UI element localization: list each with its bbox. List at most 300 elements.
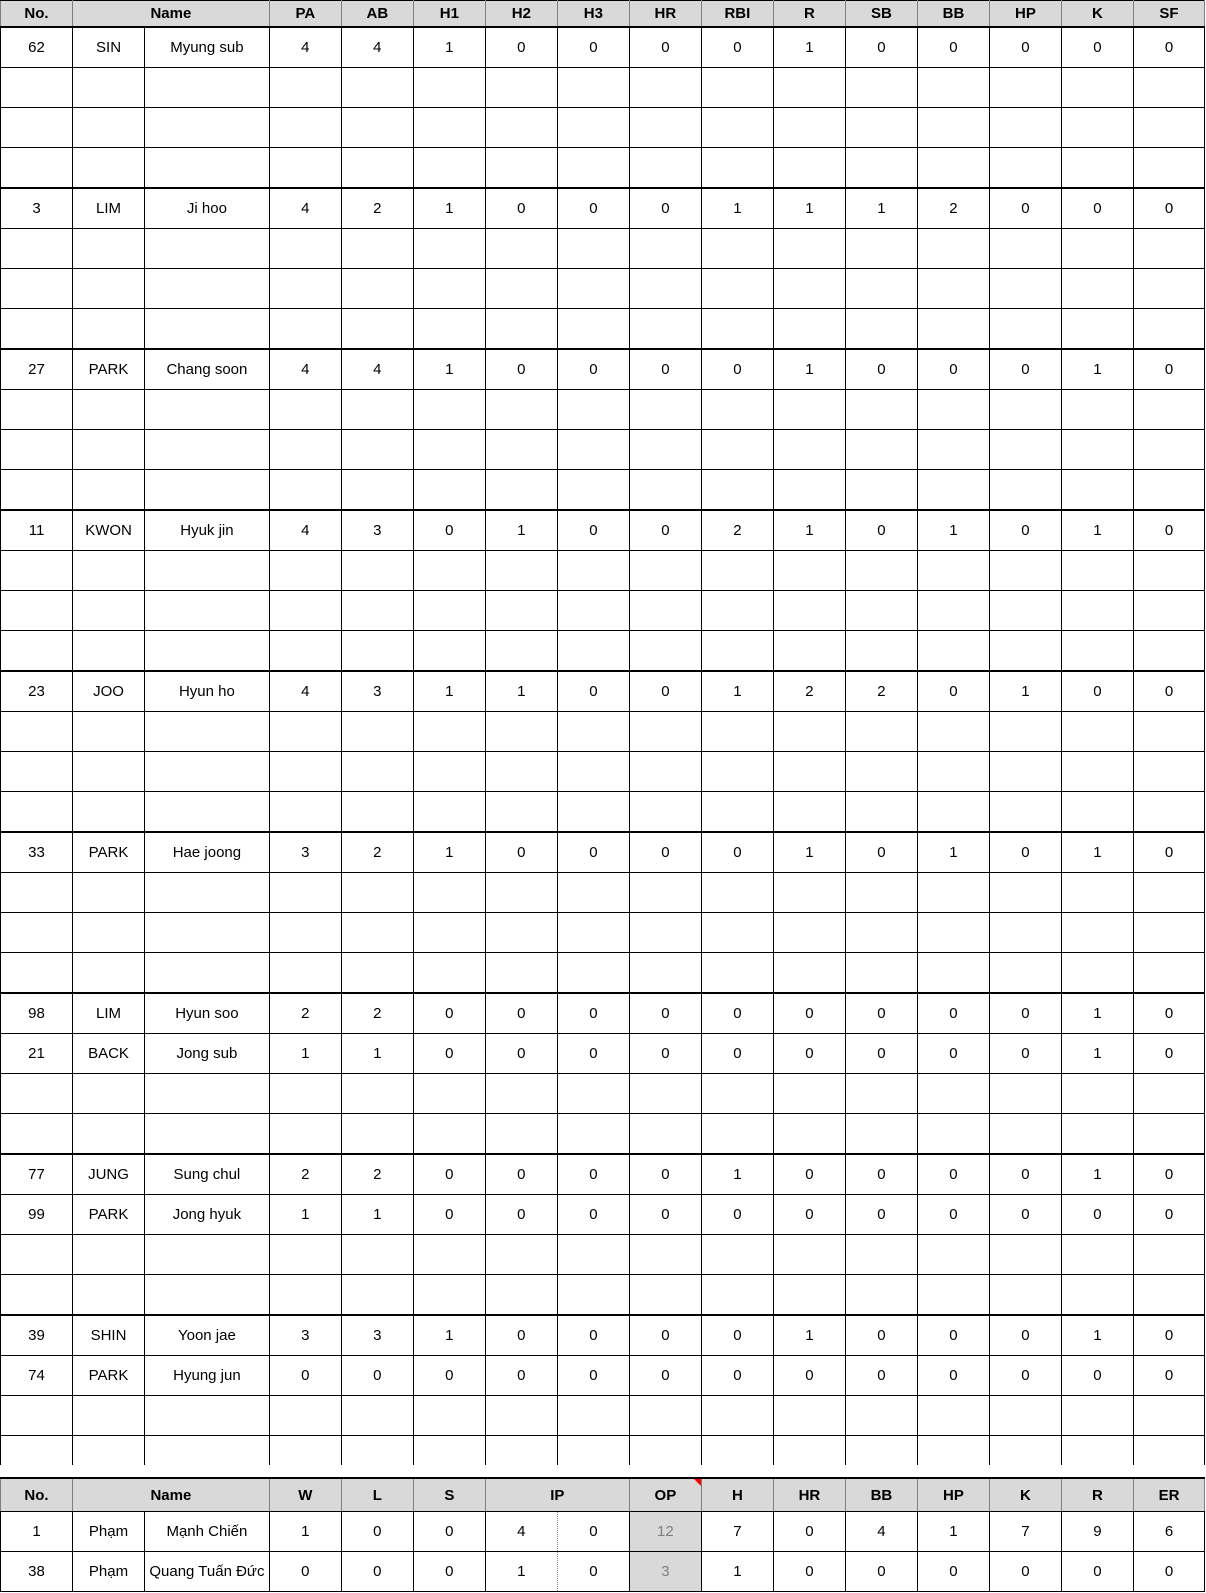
cell-no[interactable]: 3 [1,188,73,229]
cell-stat[interactable] [701,309,773,350]
cell-stat[interactable] [701,1235,773,1275]
cell-stat[interactable] [773,551,845,591]
cell-stat[interactable] [269,108,341,148]
cell-stat[interactable] [341,470,413,511]
cell-stat[interactable] [269,229,341,269]
cell-stat[interactable]: 7 [989,1512,1061,1552]
cell-last-name[interactable] [73,229,145,269]
cell-stat[interactable]: 1 [413,27,485,68]
cell-stat[interactable] [413,430,485,470]
cell-stat[interactable] [989,470,1061,511]
cell-stat[interactable]: 0 [629,993,701,1034]
cell-stat[interactable]: 0 [845,832,917,873]
cell-stat[interactable]: 0 [485,349,557,390]
cell-stat[interactable] [269,1396,341,1436]
cell-stat[interactable] [1061,108,1133,148]
cell-first-name[interactable] [145,148,270,189]
cell-first-name[interactable]: Jong hyuk [145,1195,270,1235]
cell-stat[interactable] [1061,712,1133,752]
cell-first-name[interactable] [145,390,270,430]
cell-stat[interactable]: 1 [341,1034,413,1074]
cell-stat[interactable] [629,108,701,148]
cell-stat[interactable]: 1 [485,510,557,551]
cell-stat[interactable] [1133,1074,1204,1114]
cell-stat[interactable]: 4 [485,1512,557,1552]
cell-stat[interactable]: 0 [485,993,557,1034]
cell-stat[interactable] [917,1275,989,1316]
cell-stat[interactable] [341,1235,413,1275]
cell-stat[interactable] [1133,68,1204,108]
cell-stat[interactable]: 3 [629,1552,701,1592]
cell-stat[interactable]: 0 [1133,188,1204,229]
cell-stat[interactable]: 4 [269,349,341,390]
cell-last-name[interactable] [73,148,145,189]
cell-stat[interactable] [917,551,989,591]
cell-stat[interactable] [1061,1396,1133,1436]
cell-stat[interactable] [1133,309,1204,350]
cell-stat[interactable]: 1 [269,1195,341,1235]
cell-stat[interactable] [1133,148,1204,189]
cell-stat[interactable] [269,913,341,953]
cell-stat[interactable]: 0 [1133,27,1204,68]
cell-last-name[interactable]: Phạm [73,1512,145,1552]
cell-stat[interactable] [269,551,341,591]
cell-first-name[interactable] [145,792,270,833]
cell-stat[interactable]: 0 [917,1315,989,1356]
cell-stat[interactable]: 0 [1133,1552,1204,1592]
cell-stat[interactable] [917,309,989,350]
comment-indicator-icon[interactable] [694,1479,701,1486]
cell-stat[interactable] [269,631,341,672]
cell-stat[interactable] [773,430,845,470]
cell-stat[interactable]: 0 [269,1356,341,1396]
cell-stat[interactable] [1133,430,1204,470]
cell-stat[interactable] [629,148,701,189]
column-header[interactable]: HR [629,1,701,28]
cell-stat[interactable] [341,108,413,148]
cell-stat[interactable] [485,309,557,350]
cell-first-name[interactable] [145,1396,270,1436]
cell-stat[interactable] [1133,1396,1204,1436]
cell-stat[interactable] [845,1074,917,1114]
cell-first-name[interactable] [145,873,270,913]
cell-stat[interactable] [701,913,773,953]
cell-stat[interactable] [629,1275,701,1316]
cell-stat[interactable]: 1 [485,1552,557,1592]
cell-stat[interactable]: 4 [269,188,341,229]
cell-stat[interactable]: 0 [629,349,701,390]
cell-stat[interactable] [845,309,917,350]
cell-stat[interactable] [1061,752,1133,792]
cell-stat[interactable] [413,1235,485,1275]
cell-stat[interactable]: 1 [341,1195,413,1235]
cell-first-name[interactable]: Hae joong [145,832,270,873]
cell-stat[interactable]: 0 [845,1552,917,1592]
cell-stat[interactable] [629,269,701,309]
cell-stat[interactable] [1061,873,1133,913]
cell-stat[interactable]: 1 [917,1512,989,1552]
cell-stat[interactable] [845,269,917,309]
cell-stat[interactable] [557,68,629,108]
cell-first-name[interactable] [145,108,270,148]
cell-no[interactable] [1,470,73,511]
cell-stat[interactable] [629,309,701,350]
cell-stat[interactable]: 0 [1133,671,1204,712]
cell-stat[interactable] [845,631,917,672]
cell-stat[interactable]: 0 [629,1034,701,1074]
column-header[interactable]: R [773,1,845,28]
cell-stat[interactable] [773,1396,845,1436]
cell-stat[interactable] [773,873,845,913]
cell-stat[interactable] [269,1275,341,1316]
cell-stat[interactable] [485,1396,557,1436]
cell-stat[interactable]: 0 [845,993,917,1034]
cell-first-name[interactable] [145,430,270,470]
cell-last-name[interactable] [73,631,145,672]
cell-last-name[interactable]: PARK [73,349,145,390]
cell-last-name[interactable] [73,913,145,953]
cell-stat[interactable]: 0 [989,1315,1061,1356]
cell-stat[interactable] [917,430,989,470]
cell-no[interactable] [1,1074,73,1114]
cell-stat[interactable] [629,470,701,511]
column-header[interactable]: SF [1133,1,1204,28]
cell-stat[interactable]: 0 [917,27,989,68]
cell-stat[interactable] [701,430,773,470]
cell-stat[interactable]: 1 [413,188,485,229]
cell-stat[interactable] [773,792,845,833]
cell-no[interactable] [1,390,73,430]
cell-stat[interactable]: 0 [1061,27,1133,68]
cell-stat[interactable] [917,712,989,752]
cell-stat[interactable] [773,470,845,511]
cell-stat[interactable]: 0 [1061,188,1133,229]
cell-stat[interactable]: 0 [845,1195,917,1235]
cell-stat[interactable] [485,551,557,591]
cell-stat[interactable] [557,390,629,430]
cell-first-name[interactable] [145,470,270,511]
cell-stat[interactable] [413,873,485,913]
cell-stat[interactable] [485,752,557,792]
cell-stat[interactable] [269,953,341,994]
cell-no[interactable]: 33 [1,832,73,873]
cell-stat[interactable] [701,712,773,752]
cell-stat[interactable] [341,551,413,591]
cell-stat[interactable]: 2 [845,671,917,712]
cell-stat[interactable]: 1 [1061,510,1133,551]
cell-stat[interactable]: 1 [1061,1034,1133,1074]
cell-stat[interactable]: 0 [701,993,773,1034]
cell-stat[interactable]: 0 [917,1034,989,1074]
column-header[interactable]: AB [341,1,413,28]
cell-stat[interactable]: 0 [1061,1195,1133,1235]
column-header[interactable]: R [1061,1478,1133,1512]
cell-stat[interactable] [269,68,341,108]
cell-last-name[interactable] [73,591,145,631]
cell-stat[interactable]: 12 [629,1512,701,1552]
cell-stat[interactable] [413,752,485,792]
cell-stat[interactable] [485,1114,557,1155]
cell-stat[interactable]: 0 [845,1154,917,1195]
cell-stat[interactable] [1061,953,1133,994]
cell-stat[interactable]: 0 [1133,1356,1204,1396]
cell-stat[interactable]: 0 [989,349,1061,390]
cell-stat[interactable] [341,1114,413,1155]
column-header[interactable]: S [413,1478,485,1512]
cell-stat[interactable]: 1 [845,188,917,229]
cell-stat[interactable] [1061,1275,1133,1316]
cell-last-name[interactable] [73,1074,145,1114]
cell-stat[interactable]: 0 [557,1512,629,1552]
cell-stat[interactable] [413,792,485,833]
cell-stat[interactable] [773,913,845,953]
cell-stat[interactable]: 0 [1133,349,1204,390]
column-header[interactable]: H3 [557,1,629,28]
cell-stat[interactable] [629,229,701,269]
cell-stat[interactable]: 1 [269,1512,341,1552]
cell-stat[interactable] [845,752,917,792]
cell-stat[interactable] [773,148,845,189]
cell-no[interactable] [1,148,73,189]
cell-stat[interactable] [989,108,1061,148]
cell-stat[interactable] [557,591,629,631]
cell-stat[interactable] [845,1114,917,1155]
cell-stat[interactable] [629,752,701,792]
cell-stat[interactable] [1061,913,1133,953]
cell-stat[interactable]: 0 [1133,993,1204,1034]
cell-stat[interactable]: 1 [1061,832,1133,873]
cell-stat[interactable] [413,1074,485,1114]
cell-stat[interactable] [1133,108,1204,148]
cell-last-name[interactable]: LIM [73,993,145,1034]
cell-stat[interactable]: 7 [701,1512,773,1552]
cell-stat[interactable]: 0 [269,1552,341,1592]
cell-stat[interactable] [341,913,413,953]
cell-stat[interactable] [989,1275,1061,1316]
cell-stat[interactable] [773,712,845,752]
cell-stat[interactable]: 0 [557,1356,629,1396]
cell-no[interactable] [1,229,73,269]
cell-stat[interactable] [917,631,989,672]
cell-stat[interactable]: 1 [701,671,773,712]
cell-stat[interactable] [1133,1235,1204,1275]
cell-stat[interactable] [845,390,917,430]
cell-last-name[interactable]: LIM [73,188,145,229]
cell-stat[interactable]: 0 [629,510,701,551]
cell-stat[interactable] [269,148,341,189]
cell-first-name[interactable] [145,551,270,591]
cell-stat[interactable]: 0 [845,27,917,68]
cell-stat[interactable] [917,470,989,511]
cell-stat[interactable] [557,873,629,913]
cell-stat[interactable] [917,1074,989,1114]
cell-stat[interactable] [341,953,413,994]
cell-last-name[interactable] [73,873,145,913]
cell-stat[interactable] [341,752,413,792]
cell-stat[interactable]: 2 [341,1154,413,1195]
cell-no[interactable] [1,68,73,108]
cell-first-name[interactable] [145,1235,270,1275]
cell-stat[interactable] [269,269,341,309]
cell-stat[interactable] [485,792,557,833]
cell-stat[interactable] [341,591,413,631]
cell-stat[interactable]: 2 [701,510,773,551]
cell-stat[interactable] [413,1114,485,1155]
cell-stat[interactable] [557,913,629,953]
cell-stat[interactable] [1133,712,1204,752]
column-header[interactable]: H1 [413,1,485,28]
cell-stat[interactable]: 0 [413,1512,485,1552]
cell-stat[interactable] [485,913,557,953]
cell-stat[interactable] [1133,792,1204,833]
cell-stat[interactable] [485,390,557,430]
cell-last-name[interactable] [73,108,145,148]
cell-stat[interactable]: 1 [773,832,845,873]
cell-stat[interactable] [413,1396,485,1436]
cell-stat[interactable] [341,792,413,833]
cell-stat[interactable] [1061,148,1133,189]
cell-stat[interactable]: 1 [1061,1315,1133,1356]
cell-no[interactable]: 1 [1,1512,73,1552]
cell-stat[interactable] [917,390,989,430]
cell-first-name[interactable]: Hyun ho [145,671,270,712]
cell-stat[interactable] [989,148,1061,189]
cell-first-name[interactable]: Hyun soo [145,993,270,1034]
cell-no[interactable] [1,430,73,470]
cell-stat[interactable]: 0 [485,1356,557,1396]
cell-stat[interactable]: 0 [917,1195,989,1235]
cell-stat[interactable]: 2 [917,188,989,229]
cell-stat[interactable] [413,309,485,350]
cell-stat[interactable]: 0 [485,188,557,229]
cell-stat[interactable]: 1 [701,1552,773,1592]
cell-no[interactable] [1,712,73,752]
cell-stat[interactable] [485,269,557,309]
cell-first-name[interactable]: Sung chul [145,1154,270,1195]
cell-stat[interactable] [989,591,1061,631]
cell-stat[interactable] [1061,792,1133,833]
cell-stat[interactable]: 0 [629,1356,701,1396]
cell-no[interactable]: 77 [1,1154,73,1195]
cell-stat[interactable] [701,631,773,672]
cell-stat[interactable] [701,108,773,148]
cell-stat[interactable]: 4 [269,671,341,712]
cell-no[interactable] [1,913,73,953]
column-header[interactable]: IP [485,1478,629,1512]
cell-first-name[interactable] [145,752,270,792]
cell-stat[interactable] [989,913,1061,953]
cell-stat[interactable]: 0 [773,1034,845,1074]
cell-stat[interactable] [989,269,1061,309]
cell-stat[interactable] [917,953,989,994]
cell-stat[interactable]: 3 [341,510,413,551]
cell-stat[interactable] [845,873,917,913]
cell-stat[interactable]: 0 [773,1356,845,1396]
cell-stat[interactable]: 1 [917,510,989,551]
cell-last-name[interactable] [73,309,145,350]
cell-stat[interactable] [917,1114,989,1155]
cell-stat[interactable] [269,390,341,430]
column-header[interactable]: K [989,1478,1061,1512]
cell-no[interactable]: 39 [1,1315,73,1356]
column-header[interactable]: SB [845,1,917,28]
cell-stat[interactable] [629,913,701,953]
cell-stat[interactable] [989,430,1061,470]
cell-stat[interactable]: 0 [917,1552,989,1592]
cell-stat[interactable]: 0 [845,1315,917,1356]
cell-stat[interactable]: 0 [629,1315,701,1356]
cell-stat[interactable]: 1 [485,671,557,712]
cell-stat[interactable] [917,229,989,269]
cell-stat[interactable] [1133,1275,1204,1316]
cell-no[interactable] [1,1396,73,1436]
cell-stat[interactable] [701,591,773,631]
cell-stat[interactable]: 0 [557,1552,629,1592]
cell-first-name[interactable]: Quang Tuấn Đức [145,1552,270,1592]
column-header[interactable]: RBI [701,1,773,28]
cell-stat[interactable] [773,269,845,309]
cell-stat[interactable] [341,1074,413,1114]
cell-stat[interactable] [773,953,845,994]
cell-stat[interactable] [917,108,989,148]
cell-stat[interactable] [485,148,557,189]
cell-first-name[interactable]: Myung sub [145,27,270,68]
cell-stat[interactable] [845,591,917,631]
cell-stat[interactable] [845,913,917,953]
cell-stat[interactable]: 0 [485,1315,557,1356]
cell-first-name[interactable] [145,712,270,752]
cell-last-name[interactable]: KWON [73,510,145,551]
cell-stat[interactable]: 0 [845,510,917,551]
cell-stat[interactable] [917,68,989,108]
cell-no[interactable] [1,953,73,994]
cell-stat[interactable] [413,591,485,631]
cell-stat[interactable] [341,430,413,470]
cell-stat[interactable] [701,873,773,913]
cell-stat[interactable] [485,1074,557,1114]
column-header[interactable]: No. [1,1,73,28]
cell-stat[interactable] [413,1275,485,1316]
cell-stat[interactable] [1061,390,1133,430]
cell-stat[interactable] [341,1396,413,1436]
cell-last-name[interactable] [73,1235,145,1275]
cell-stat[interactable]: 0 [701,1315,773,1356]
cell-stat[interactable] [1133,551,1204,591]
cell-stat[interactable]: 0 [485,1034,557,1074]
cell-stat[interactable]: 1 [413,671,485,712]
cell-stat[interactable] [701,229,773,269]
cell-stat[interactable] [629,712,701,752]
cell-last-name[interactable] [73,1114,145,1155]
column-header[interactable]: HP [917,1478,989,1512]
cell-stat[interactable]: 1 [773,349,845,390]
cell-stat[interactable] [341,390,413,430]
cell-stat[interactable] [845,1235,917,1275]
cell-stat[interactable] [845,712,917,752]
cell-no[interactable]: 21 [1,1034,73,1074]
cell-no[interactable]: 98 [1,993,73,1034]
cell-stat[interactable] [413,229,485,269]
cell-stat[interactable] [1133,631,1204,672]
cell-stat[interactable] [773,1275,845,1316]
cell-stat[interactable]: 0 [413,510,485,551]
cell-stat[interactable]: 0 [701,1034,773,1074]
cell-no[interactable] [1,591,73,631]
cell-stat[interactable]: 1 [413,349,485,390]
cell-no[interactable] [1,1235,73,1275]
cell-last-name[interactable]: PARK [73,832,145,873]
cell-stat[interactable]: 0 [989,1552,1061,1592]
